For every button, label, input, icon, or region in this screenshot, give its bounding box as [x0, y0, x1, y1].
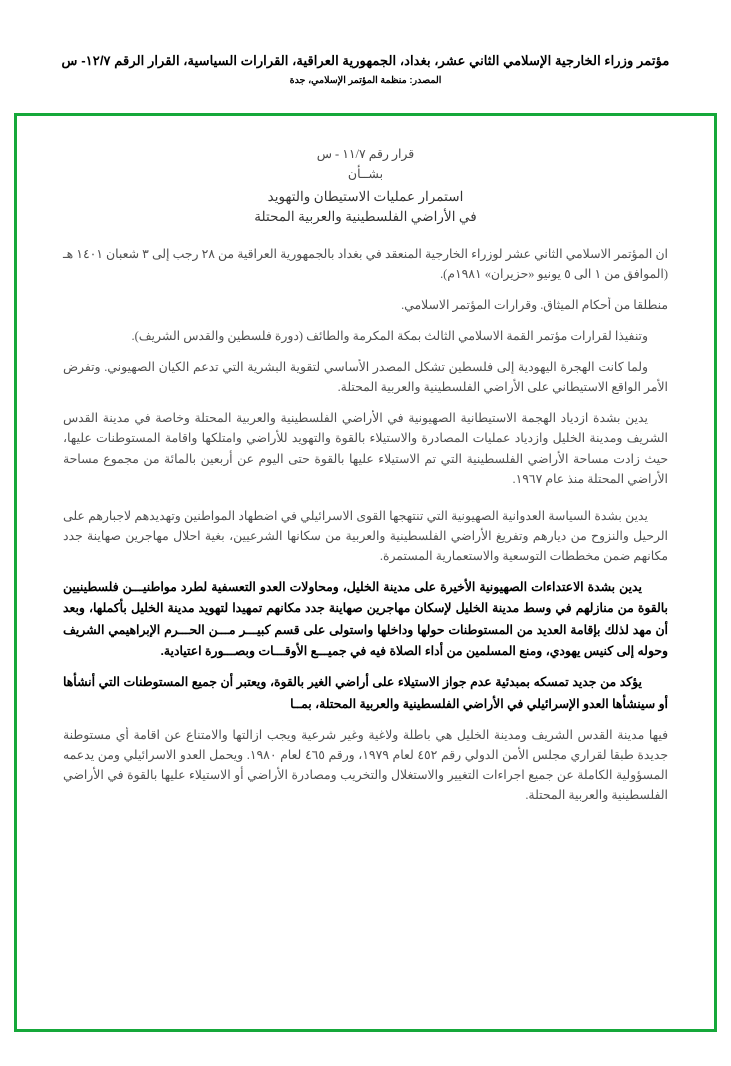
document-body	[17, 116, 714, 1029]
decree-subject-line-2: في الأراضي الفلسطينية والعربية المحتلة	[254, 209, 477, 225]
document-header	[0, 0, 731, 86]
green-border-frame	[14, 113, 717, 1032]
paragraph-9: فيها مدينة القدس الشريف ومدينة الخليل هي باطلة ولاغية وغير شرعية ويجب ازالتها والامتناع عن اقامة أي مستوطنة جديدة طبقا لقراري مجلس الأمن الدولي رقم ٤٥٢ لعام ١٩٧٩، ورقم ٤٦٥ لعام ١٩٨٠. ويحمل العدو الاسرائيلي ومن يدعمه المسؤولية الكاملة عن جميع اجراءات التغيير والاستغلال والتخريب ومصادرة الأراضي أو الاستيلاء عليها بالقوة في الأراضي الفلسطينية والعربية المحتلة.	[63, 727, 668, 803]
page-title: مؤتمر وزراء الخارجية الإسلامي الثاني عشر، بغداد، الجمهورية العراقية، القرارات السياسية، القرار الرقم ١٢/٧- س	[61, 53, 670, 68]
regarding-label: بشــأن	[347, 167, 384, 181]
paragraph-5: يدين بشدة ازدياد الهجمة الاستيطانية الصهيونية في الأراضي الفلسطينية والعربية المحتلة وخاصة في مدينة القدس الشريف ومدينة الخليل وازدياد عمليات المصادرة والاستيلاء بالقوة والتهويد للأراضي وامتلكها واقامة المستوطنات عليها، حيث زادت مساحة الأراضي الفلسطينية التي تم الاستيلاء عليها بالقوة حتى اليوم عن أربعين بالمائة من مجموع مساحة الأراضي المحتلة منذ عام ١٩٦٧.	[63, 411, 668, 486]
paragraph-6: يدين بشدة السياسة العدوانية الصهيونية التي تنتهجها القوى الاسرائيلي في اضطهاد المواطنين وتهديدهم لاجبارهم على الرحيل والنزوح من ديارهم وتفريغ الأراضي الفلسطينية والعربية من سكانها الشرعيين، بغية احلال مهاجرين صهاينة جدد مكانهم ضمن مخططات التوسعية والاستعمارية المستمرة.	[63, 508, 668, 563]
decree-number: قرار رقم ١١/٧ - س	[316, 147, 415, 161]
paragraph-7: يدين بشدة الاعتداءات الصهيونية الأخيرة على مدينة الخليل، ومحاولات العدو التعسفية لطرد مواطنيـــن فلسطينيين بالقوة من منازلهم في وسط مدينة الخليل لإسكان مهاجرين صهاينة جدد مكانهم تمهيدا لتهويد مدينة الخليل بأكملها، وبعد أن مهد لذلك بإقامة العديد من المستوطنات حولها وداخلها واستولى على قسم كبيـــر مـــن الحـــرم الإبراهيمي الشريف وحوله إلى كنيس يهودي، ومنع المسلمين من أداء الصلاة فيه في جميـــع الأوقـــات وبصـــورة اعتيادية.	[63, 580, 668, 658]
paragraph-8: يؤكد من جديد تمسكه بمبدئية عدم جواز الاستيلاء على أراضي الغير بالقوة، ويعتبر أن جميع المستوطنات التي أنشأها أو سينشأها العدو الإسرائيلي في الأراضي الفلسطينية والعربية المحتلة، بمــا	[63, 675, 668, 711]
paragraph-2: منطلقا من أحكام الميثاق. وقرارات المؤتمر الاسلامي.	[401, 297, 668, 312]
paragraph-4: ولما كانت الهجرة اليهودية إلى فلسطين تشكل المصدر الأساسي لتقوية البشرية التي تدعم الكيان الصهيوني. وتفرض الأمر الواقع الاستيطاني على الأراضي الفلسطينية والعربية المحتلة.	[63, 360, 668, 395]
paragraph-3: وتنفيذا لقرارات مؤتمر القمة الاسلامي الثالث بمكة المكرمة والطائف (دورة فلسطين والقدس الشريف).	[131, 329, 648, 344]
decree-subject-line-1: استمرار عمليات الاستيطان والتهويد	[267, 189, 464, 204]
paragraph-1: ان المؤتمر الاسلامي الثاني عشر لوزراء الخارجية المنعقد في بغداد بالجمهورية العراقية من ٢٨ رجب إلى ٣ شعبان ١٤٠١ هـ (الموافق من ١ الى ٥ يونيو «حزيران» ١٩٨١م).	[63, 246, 668, 281]
source-line: المصدر: منظمة المؤتمر الإسلامي، جدة	[289, 74, 442, 86]
decree-subject	[63, 187, 668, 228]
